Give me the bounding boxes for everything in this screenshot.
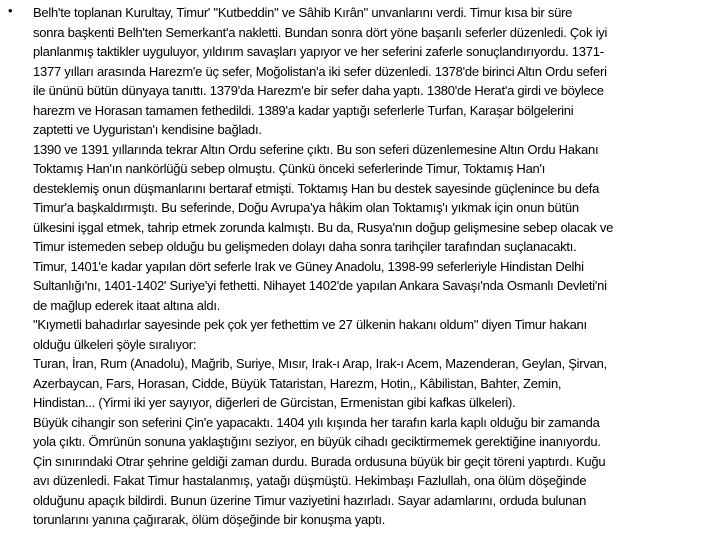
- text-line: Çin sınırındaki Otrar şehrine geldiği zaman durdu. Burada ordusuna büyük bir geçit töreni yaptırdı. Kuğu: [33, 453, 606, 469]
- text-line: planlanmış taktikler uyguluyor, yıldırım savaşları yapıyor ve her seferini zaferle sonuçlandırıyordu. 1371-: [33, 44, 604, 59]
- text-line: Toktamış Han'ın nankörlüğü sebep olmuştu. Çünkü önceki seferlerinde Timur, Toktamış Han'ı: [33, 161, 546, 176]
- text-line: ile ününü bütün dünyaya tanıttı. 1379'da Harezm'e bir sefer daha yaptı. 1380'de Herat'a girdi ve böylece: [33, 83, 604, 98]
- text-line: avı düzenledi. Fakat Timur hastalanmış, yatağı düşmüştü. Hekimbaşı Fazlullah, ona ölüm döşeğinde: [33, 473, 587, 488]
- text-line: Timur'a başkaldırmıştı. Bu seferinde, Doğu Avrupa'ya hâkim olan Toktamış'ı yıkmak için onun bütün: [33, 200, 579, 215]
- text-line: Timur istemeden sebep olduğu bu gelişmeden dolayı daha sonra tarihçiler tarafından suçlanacaktı.: [33, 239, 577, 254]
- text-line: harezm ve Horasan tamamen fethedildi. 1389'a kadar yaptığı seferlerle Turfan, Karaşar bölgelerini: [33, 102, 574, 118]
- text-line: 1377 yılları arasında Harezm'e üç sefer, Moğolistan'a iki sefer düzenledi. 1378'de birinci Altın Ordu seferi: [33, 63, 607, 79]
- text-line: Azerbaycan, Fars, Horasan, Cidde, Büyük Tataristan, Harezm, Hotin,, Kâbilistan, Bahter, Zemin,: [33, 375, 562, 391]
- text-line: ülkesini işgal etmek, tahrip etmek zorunda kalmıştı. Bu da, Rusya'nın doğup gelişmesine sebep olacak ve: [33, 219, 614, 235]
- bullet-icon: •: [8, 3, 13, 18]
- text-line: Belh'te toplanan Kurultay, Timur' "Kutbeddin" ve Sâhib Kırân" unvanlarını verdi. Timur kısa bir süre: [33, 5, 573, 20]
- text-line: sonra başkenti Belh'ten Semerkant'a nakletti. Bundan sonra dört yöne başarılı seferler düzenledi. Çok iyi: [33, 24, 608, 40]
- text-line: zaptetti ve Uyguristan'ı kendisine bağladı.: [33, 122, 262, 137]
- text-line: yola çıktı. Ömrünün sonuna yaklaştığını seziyor, en büyük cihadı geciktirmemek gerektiğine inanıyordu.: [33, 434, 601, 449]
- text-line: 1390 ve 1391 yıllarında tekrar Altın Ordu seferine çıktı. Bu son seferi düzenlemesine Altın Ordu Hakanı: [33, 141, 599, 157]
- text-line: Sultanlığı'nı, 1401-1402' Suriye'yi fethetti. Nihayet 1402'de yapılan Ankara Savaşı'nda Osmanlı Devleti'ni: [33, 278, 607, 293]
- text-line: olduğu ülkeleri şöyle sıralıyor:: [33, 336, 197, 352]
- text-line: Turan, İran, Rum (Anadolu), Mağrib, Suriye, Mısır, Irak-ı Arap, Irak-ı Acem, Mazenderan, Geylan, Şirvan,: [33, 356, 607, 371]
- text-line: desteklemiş onun düşmanlarını bertaraf etmişti. Toktamış Han bu destek sayesinde güçlenince bu defa: [33, 180, 600, 196]
- text-line: torunlarını yanına çağırarak, ölüm döşeğinde bir konuşma yaptı.: [33, 512, 386, 527]
- text-line: Timur, 1401'e kadar yapılan dört seferle Irak ve Güney Anadolu, 1398-99 seferleriyle Hindistan Delhi: [33, 258, 584, 274]
- text-line: Hindistan... (Yirmi iki yer sayıyor, diğerleri de Gürcistan, Ermenistan gibi kafkas ülkeleri).: [33, 395, 516, 410]
- text-line: "Kıymetli bahadırlar sayesinde pek çok yer fethettim ve 27 ülkenin hakanı oldum" diyen Timur hakanı: [33, 317, 587, 332]
- text-line: Büyük cihangir son seferini Çin'e yapacaktı. 1404 yılı kışında her tarafın karla kaplı olduğu bir zamanda: [33, 414, 600, 430]
- text-line: olduğunu apaçık bildirdi. Bunun üzerine Timur vaziyetini hazırladı. Sayar adamlarını, orduda bulunan: [33, 492, 587, 508]
- text-line: de mağlup ederek itaat altına aldı.: [33, 297, 221, 313]
- document-body: [33, 3, 718, 530]
